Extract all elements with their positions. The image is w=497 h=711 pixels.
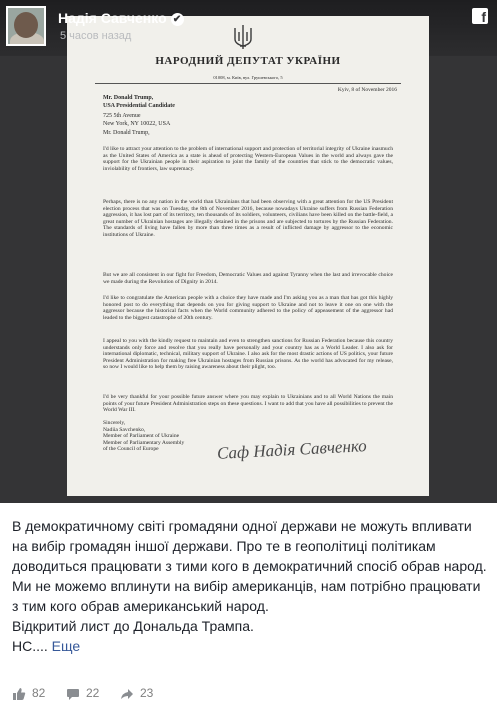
post-signoff: НС....	[12, 638, 48, 654]
recipient-address-line-1: 725 5th Avenue	[103, 113, 141, 119]
comment-icon	[66, 687, 80, 701]
post-footer	[0, 676, 497, 711]
avatar[interactable]	[6, 6, 46, 46]
closing-block	[103, 420, 184, 453]
shares-count[interactable]	[120, 686, 153, 701]
handwritten-signature: Саф Надія Савченко	[216, 436, 368, 463]
post-body	[12, 516, 488, 656]
likes-count-text: 82	[32, 686, 46, 700]
likes-count[interactable]	[12, 686, 45, 701]
letter-date: Kyiv, 8 of November 2016	[337, 87, 397, 93]
post-text-paragraph-3: Відкритий лист до Дональда Трампа.	[12, 618, 254, 634]
letter-paragraph-2: Perhaps, there is no any nation in the world than Ukrainians that had been observing with a great attention for the US President election process that was on Tuesday, the 8th of November 2016, because nowadays Ukraine suffers from Russian Federation aggression, it has lost part of its territory, ten thousands of its soldiers, volunteers, civilians have been killed on the battle-field, a great number of Ukrainian hostages are illegally detained in the prisons and are subjected to tortures by the Russian Federation. The standards of living have fallen by more than three times as a result of inflicted damage by aggressor to the economic institutions of Ukraine.	[103, 199, 393, 238]
post-timestamp[interactable]: 5 часов назад	[60, 30, 132, 42]
comments-count-text: 22	[86, 686, 100, 700]
letterhead-divider	[95, 83, 401, 84]
closing-line-2: Nadiia Savchenko,	[103, 426, 146, 433]
letter-paragraph-1: I'd like to attract your attention to the problem of international support and protection of territorial integrity of Ukraine inasmuch as the United States of America as a state is ahead of protecting Western-European Values in the world and always gave the support for the Ukrainian people in their aspiration to joint the family of the countries that stick to the democratic values, inviolability of frontiers, law supremacy.	[103, 146, 393, 172]
letter-paragraph-5: I appeal to you with the kindly request to maintain and even to strengthen sanctions for Russian Federation because this country understands only force and resolve that you really have personally and your country has as a World Leader. I also ask for international diplomatic, technical, military support of Ukraine. I also ask for the most drastic actions of US politics, your future President Administration for making free Ukrainian hostages from Russian prisons. As the world has advocated for my release, so now I would like to help them by raising awareness about their plight, too.	[103, 338, 393, 370]
letter-paragraph-4: I'd like to congratulate the American people with a choice they have made and I'm asking you as a man that has got this highly honored post to do everything that depends on you for giving support to Ukraine and not to leave it one on one with the aggressor because the historical facts when the World community adhered to the policy of appeasement of the aggressor had leaded to the biggest catastrophe of 20th century.	[103, 295, 393, 321]
post-text-paragraph-2: Ми не можемо вплинути на вибір американців, нам потрібно працювати з тим кого обрав американський народ.	[12, 578, 481, 614]
closing-line-5: of the Council of Europe	[103, 446, 159, 453]
letterhead-address: 01008, м. Київ, вул. Грушевського, 5	[213, 75, 283, 80]
author-name-text: Надія Савченко	[58, 10, 167, 26]
recipient-title: USA Presidential Candidate	[103, 102, 175, 109]
recipient-address-line-2: New York, NY 10022, USA	[103, 120, 171, 127]
verified-badge-icon: ✔	[171, 13, 184, 26]
share-icon	[120, 687, 134, 701]
closing-line-3: Member of Parliament of Ukraine	[103, 433, 180, 440]
letterhead-title: НАРОДНИЙ ДЕПУТАТ УКРАЇНИ	[155, 55, 341, 67]
avatar-head	[14, 12, 38, 38]
see-more-link[interactable]: Еще	[51, 638, 81, 654]
recipient-address-block	[103, 113, 170, 128]
letter-paragraph-3: But we are all consistent in our fight for Freedom, Democratic Values and against Tyranny when the last and irrevocable choice we made during the Revolution of Dignity in 2014.	[103, 272, 393, 285]
salutation: Mr. Donald Trump,	[103, 130, 150, 136]
author-name[interactable]	[58, 10, 184, 26]
recipient-block	[103, 95, 175, 110]
thumbs-up-icon	[12, 687, 26, 701]
letter-paragraph-6: I'd be very thankful for your possible future answer where you may explain to Ukrainians and to all World Nations the main points of your future President Administration steps on these questions. I want to add that you have all possibilities to prevent the World War III.	[103, 394, 393, 413]
closing-line-1: Sincerely,	[103, 420, 126, 426]
post-text-paragraph-1: В демократичному світі громадяни одної держави не можуть впливати на вибір громадян іншої держави. Про те в геополітиці політикам доводиться працювати з тими кого в демократичний спосіб обрав народ.	[12, 518, 487, 574]
letter-photo[interactable]	[67, 16, 429, 496]
post-header	[0, 0, 497, 52]
closing-line-4: Member of Parliamentary Assembly	[103, 439, 185, 446]
comments-count[interactable]	[66, 686, 99, 701]
facebook-logo-icon[interactable]: f	[472, 8, 488, 24]
shares-count-text: 23	[140, 686, 154, 700]
post-text-last-line	[12, 636, 488, 656]
recipient-name: Mr. Donald Trump,	[103, 95, 154, 101]
